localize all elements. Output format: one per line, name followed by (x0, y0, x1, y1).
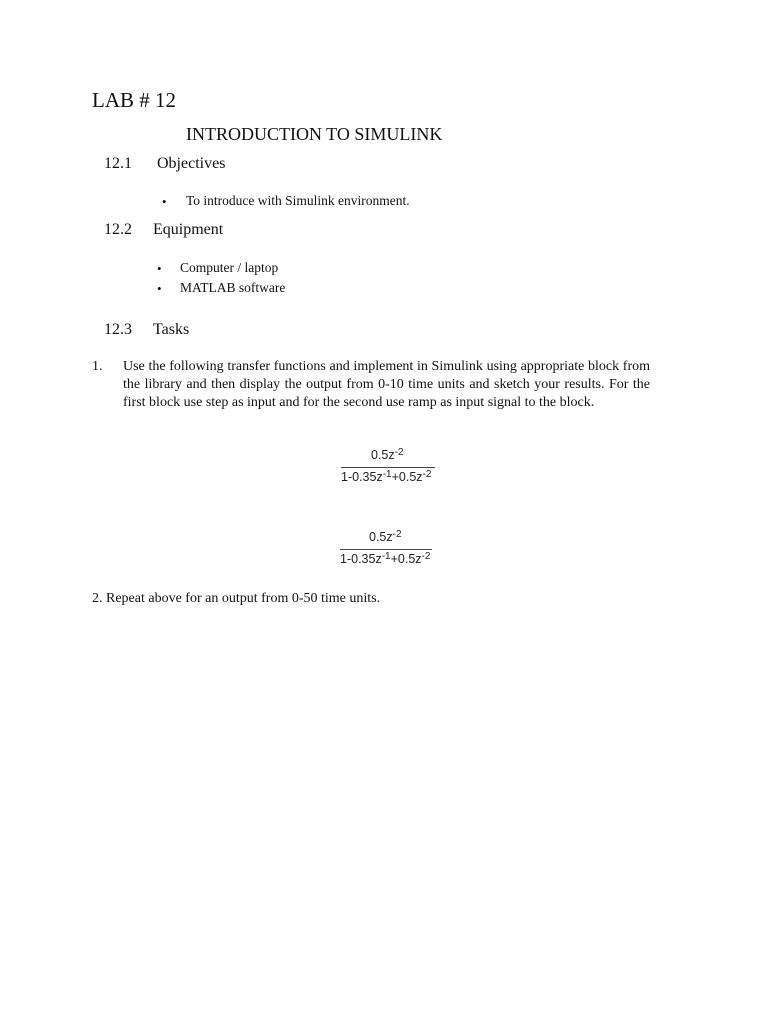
lab-title: LAB # 12 (92, 88, 176, 112)
section-number: 12.2 (104, 221, 132, 238)
tf-numerator: $0.5z^{-2}$ (371, 447, 404, 462)
task-item (92, 591, 380, 607)
fraction-bar (341, 467, 435, 468)
transfer-function (338, 448, 448, 490)
bullet-text: To introduce with Simulink environment. (186, 193, 410, 208)
bullet-text: MATLAB software (180, 280, 286, 295)
task-number: 2. (92, 591, 103, 606)
task-item (92, 358, 650, 412)
section-title: Equipment (153, 221, 224, 238)
section-title: Tasks (153, 321, 190, 338)
transfer-function (337, 530, 447, 572)
task-text: Repeat above for an output from 0-50 time units. (106, 591, 381, 606)
bullet-text: Computer / laptop (180, 260, 279, 275)
section-title: Objectives (157, 155, 226, 172)
bullet-icon: • (157, 281, 162, 296)
section-number: 12.3 (104, 321, 132, 338)
page-title: INTRODUCTION TO SIMULINK (186, 124, 443, 144)
task-text: Use the following transfer functions and implement in Simulink using appropriate block from the library and then display the output from 0-10 time units and sketch your results. For the first block use step as input and for the second use ramp as input signal to the block. (123, 359, 650, 410)
bullet-icon: • (162, 194, 167, 209)
tf-denominator: $1-0.35z^{-1}+0.5z^{-2}$ (341, 469, 432, 484)
task-number: 1. (92, 359, 103, 374)
fraction-bar (340, 549, 432, 550)
tf-numerator: $0.5z^{-2}$ (369, 529, 402, 544)
tf-denominator: $1-0.35z^{-1}+0.5z^{-2}$ (340, 551, 431, 566)
section-number: 12.1 (104, 155, 132, 172)
bullet-icon: • (157, 261, 162, 276)
